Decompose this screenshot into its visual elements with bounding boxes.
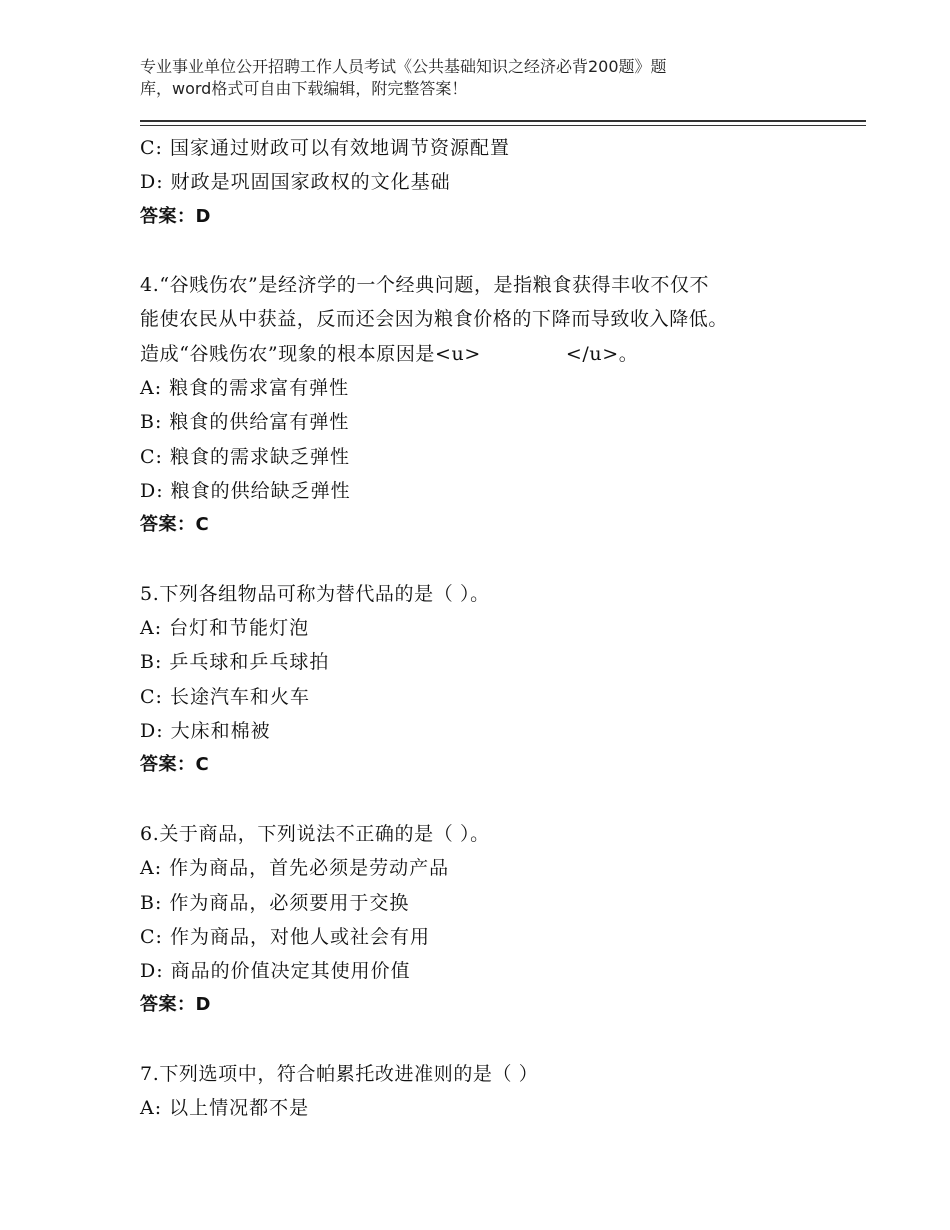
option-a: A: 以上情况都不是 — [140, 1097, 310, 1120]
question-7-text: 7.下列选项中，符合帕累托改进准则的是（ ） — [140, 1063, 539, 1086]
question-4-text-line-3 — [140, 337, 840, 371]
answer-line: 答案：C — [140, 754, 210, 776]
option-c: C: 粮食的需求缺乏弹性 — [140, 445, 350, 468]
question-5-text: 5.下列各组物品可称为替代品的是（ ）。 — [140, 582, 490, 605]
header-rule-thick — [140, 120, 866, 122]
question-4-text-part-a: 造成“谷贱伤农”现象的根本原因是<u> — [140, 342, 481, 365]
question-4-text-part-b: </u>。 — [565, 342, 639, 365]
header-rule-thin — [140, 125, 866, 126]
option-c: C: 作为商品，对他人或社会有用 — [140, 925, 430, 948]
option-d: D: 财政是巩固国家政权的文化基础 — [140, 171, 451, 194]
spacer — [140, 783, 840, 817]
option-b: B: 粮食的供给富有弹性 — [140, 411, 350, 434]
spacer — [140, 234, 840, 268]
option-a: A: 粮食的需求富有弹性 — [140, 377, 350, 400]
document-header — [140, 56, 780, 100]
option-d: D: 大床和棉被 — [140, 720, 271, 743]
option-d: D: 商品的价值决定其使用价值 — [140, 960, 411, 983]
header-title-line-2: 库，word格式可自由下载编辑，附完整答案！ — [140, 79, 468, 98]
option-c: C: 长途汽车和火车 — [140, 685, 310, 708]
question-4-text-line-1: 4.“谷贱伤农”是经济学的一个经典问题，是指粮食获得丰收不仅不 — [140, 274, 710, 297]
option-b: B: 作为商品，必须要用于交换 — [140, 891, 410, 914]
header-title-line-1: 专业事业单位公开招聘工作人员考试《公共基础知识之经济必背200题》题 — [140, 57, 667, 76]
option-b: B: 乒乓球和乒乓球拍 — [140, 651, 330, 674]
spacer — [140, 1023, 840, 1057]
document-body — [140, 131, 840, 1126]
answer-line: 答案：D — [140, 994, 211, 1016]
answer-line: 答案：C — [140, 514, 210, 536]
spacer — [140, 543, 840, 577]
option-a: A: 作为商品，首先必须是劳动产品 — [140, 857, 450, 880]
option-c: C: 国家通过财政可以有效地调节资源配置 — [140, 137, 510, 159]
option-a: A: 台灯和节能灯泡 — [140, 617, 310, 640]
answer-line: 答案：D — [140, 205, 211, 227]
question-4-text-line-2: 能使农民从中获益，反而还会因为粮食价格的下降而导致收入降低。 — [140, 308, 729, 331]
question-6-text: 6.关于商品，下列说法不正确的是（ ）。 — [140, 822, 490, 845]
option-d: D: 粮食的供给缺乏弹性 — [140, 479, 351, 502]
